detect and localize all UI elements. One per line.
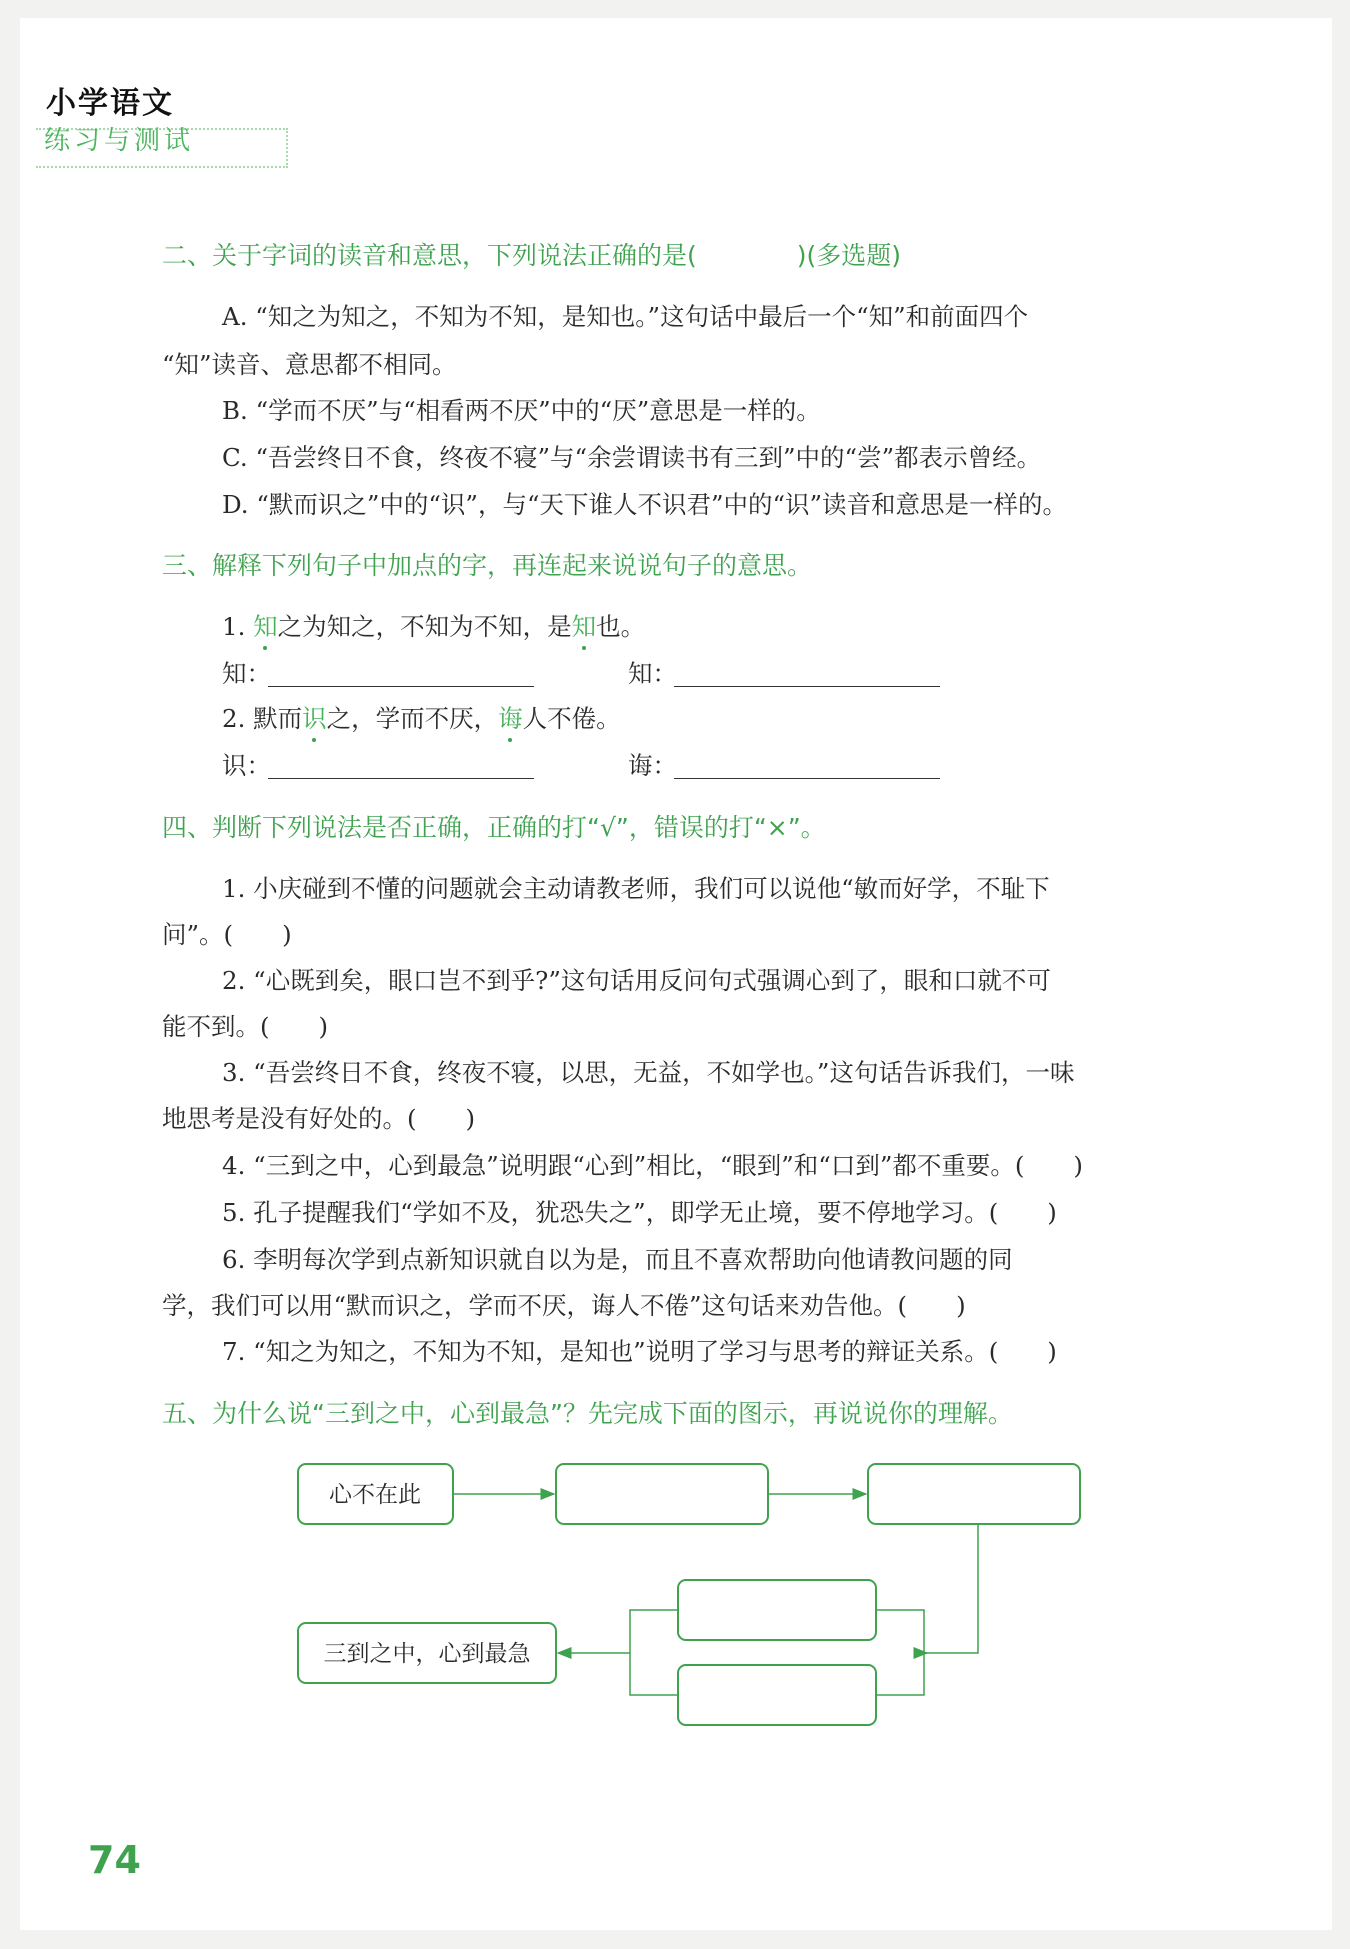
s2-option-a-line1: A. “知之为知之，不知为不知，是知也。”这句话中最后一个“知”和前面四个: [222, 302, 1029, 331]
s3-label-zhi-2: 知：: [628, 659, 677, 688]
book-title: 小学语文: [46, 86, 174, 121]
section2-heading: 二、关于字词的读音和意思，下列说法正确的是( )(多选题): [162, 241, 902, 270]
s4-item2-line1: 2. “心既到矣，眼口岂不到乎?”这句话用反问句式强调心到了，眼和口就不可: [222, 966, 1051, 995]
s4-item6-line1: 6. 李明每次学到点新知识就自以为是，而且不喜欢帮助向他请教问题的同: [222, 1245, 1013, 1274]
dotted-char: 诲: [498, 704, 523, 733]
s4-item2-line2: 能不到。( ): [162, 1012, 329, 1041]
diagram-blank-box[interactable]: [678, 1580, 876, 1640]
section4-heading: 四、判断下列说法是否正确，正确的打“√”，错误的打“×”。: [162, 813, 826, 842]
s4-item5: 5. 孔子提醒我们“学如不及，犹恐失之”，即学无止境，要不停地学习。( ): [222, 1198, 1057, 1227]
s3-label-zhi-1: 知：: [222, 659, 271, 688]
s3-q1-end: 也。: [596, 612, 646, 641]
book-subtitle: 练习与测试: [44, 126, 195, 156]
dotted-char: 识: [302, 704, 327, 733]
s3-label-shi: 识：: [222, 751, 271, 780]
diagram-blank-box[interactable]: [868, 1464, 1080, 1524]
s4-item1-line1: 1. 小庆碰到不懂的问题就会主动请教老师，我们可以说他“敏而好学，不耻下: [222, 874, 1050, 903]
section5-heading: 五、为什么说“三到之中，心到最急”？先完成下面的图示，再说说你的理解。: [162, 1399, 1013, 1428]
s4-item3-line1: 3. “吾尝终日不食，终夜不寝，以思，无益，不如学也。”这句话告诉我们，一味: [222, 1058, 1075, 1087]
s4-item3-line2: 地思考是没有好处的。( ): [162, 1104, 476, 1133]
s4-item7: 7. “知之为知之，不知为不知，是知也”说明了学习与思考的辩证关系。( ): [222, 1337, 1057, 1366]
s4-item1-line2: 问”。( ): [162, 920, 292, 949]
s2-option-b: B. “学而不厌”与“相看两不厌”中的“厌”意思是一样的。: [222, 396, 821, 425]
dotted-char: 知: [571, 612, 597, 641]
section3-heading: 三、解释下列句子中加点的字，再连起来说说句子的意思。: [162, 551, 813, 580]
s3-q1-num: 1.: [222, 612, 254, 641]
diagram-box-end-label: 三到之中，心到最急: [323, 1641, 531, 1667]
s4-item4: 4. “三到之中，心到最急”说明跟“心到”相比，“眼到”和“口到”都不重要。( ): [222, 1151, 1083, 1180]
s3-q2-mid: 之，学而不厌，: [326, 704, 499, 733]
diagram-blank-box[interactable]: [678, 1665, 876, 1725]
s2-option-c: C. “吾尝终日不食，终夜不寝”与“余尝谓读书有三到”中的“尝”都表示曾经。: [222, 443, 1042, 472]
diagram-blank-box[interactable]: [556, 1464, 768, 1524]
diagram-connector: [630, 1610, 678, 1695]
s2-option-d: D. “默而识之”中的“识”，与“天下谁人不识君”中的“识”读音和意思是一样的。: [222, 490, 1068, 519]
dotted-char: 知: [253, 612, 278, 641]
page-number: 74: [88, 1838, 141, 1882]
s2-option-a-line2: “知”读音、意思都不相同。: [162, 350, 457, 379]
s3-q2-end: 人不倦。: [522, 704, 621, 733]
s3-q2-num: 2. 默而: [222, 704, 303, 733]
s3-label-hui: 诲：: [628, 751, 677, 780]
diagram-box-start-label: 心不在此: [329, 1482, 421, 1508]
s4-item6-line2: 学，我们可以用“默而识之，学而不厌，诲人不倦”这句话来劝告他。( ): [162, 1291, 966, 1320]
diagram-connector: [924, 1524, 978, 1653]
diagram-connector: [876, 1610, 924, 1695]
s3-q1-mid: 之为知之，不知为不知，是: [277, 612, 572, 641]
